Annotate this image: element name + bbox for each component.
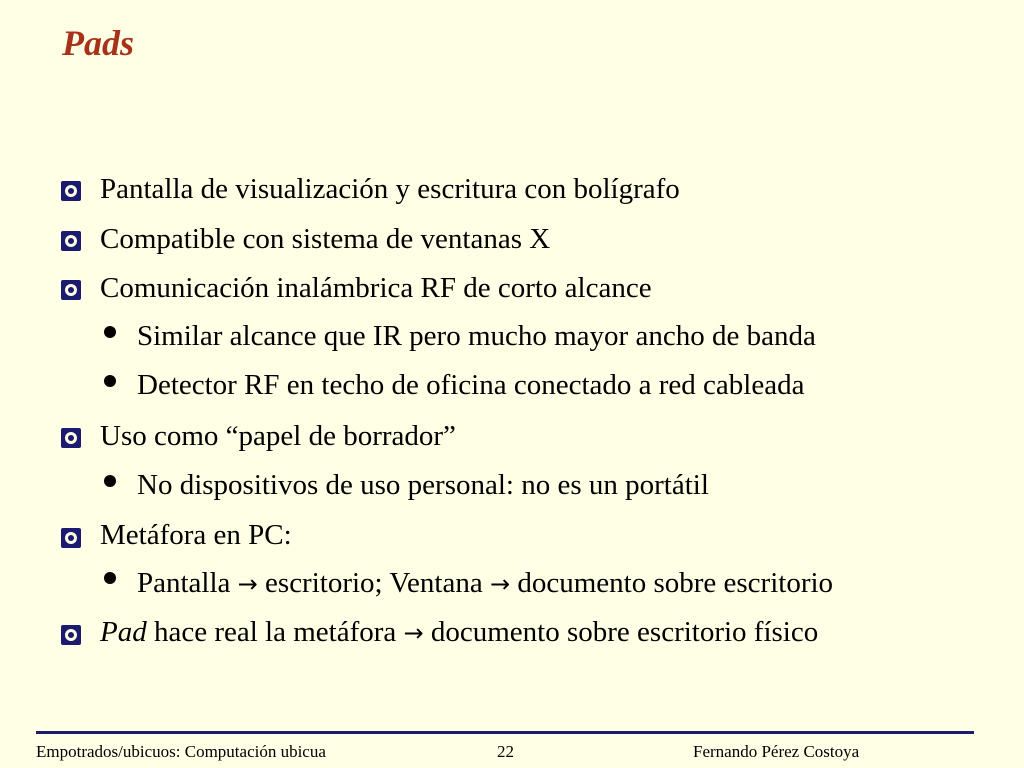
- square-circle-bullet-icon: [61, 625, 81, 645]
- square-circle-bullet-icon: [61, 528, 81, 548]
- dot-bullet-icon: [104, 475, 116, 487]
- bullet-item: Pantalla de visualización y escritura con bolígrafo: [100, 173, 680, 205]
- square-circle-bullet-icon: [61, 280, 81, 300]
- right-arrow-icon: →: [403, 619, 424, 647]
- item-text-italic: Pad: [100, 616, 147, 648]
- footer-author: Fernando Pérez Costoya: [693, 742, 860, 761]
- square-circle-bullet-icon: [61, 428, 81, 448]
- footer-course: Empotrados/ubicuos: Computación ubicua: [36, 742, 326, 761]
- bullet-item: Comunicación inalámbrica RF de corto alcance: [100, 272, 652, 304]
- bullet-item: Metáfora en PC:: [100, 519, 292, 551]
- dot-bullet-icon: [104, 326, 116, 338]
- square-circle-bullet-icon: [61, 231, 81, 251]
- sub-bullet-item: [137, 569, 833, 598]
- right-arrow-icon: →: [489, 570, 511, 598]
- bullet-item: Compatible con sistema de ventanas X: [100, 223, 551, 255]
- right-arrow-icon: →: [237, 570, 258, 598]
- item-text: documento sobre escritorio físico: [423, 616, 819, 648]
- dot-bullet-icon: [104, 572, 116, 584]
- dot-bullet-icon: [104, 375, 116, 387]
- bullet-item: Uso como “papel de borrador”: [100, 420, 456, 452]
- item-text: escritorio; Ventana: [257, 567, 490, 599]
- item-text: documento sobre escritorio: [510, 567, 834, 599]
- sub-bullet-item: Detector RF en techo de oficina conectado a red cableada: [137, 369, 805, 401]
- slide-title: Pads: [62, 23, 134, 63]
- item-text: hace real la metáfora: [146, 616, 404, 648]
- sub-bullet-item: No dispositivos de uso personal: no es un portátil: [137, 469, 709, 501]
- square-circle-bullet-icon: [61, 181, 81, 201]
- sub-bullet-item: Similar alcance que IR pero mucho mayor ancho de banda: [137, 320, 816, 352]
- footer-page-number: 22: [497, 742, 514, 761]
- bullet-item: [100, 618, 818, 647]
- item-text: Pantalla: [137, 567, 238, 599]
- footer-divider: [36, 731, 974, 734]
